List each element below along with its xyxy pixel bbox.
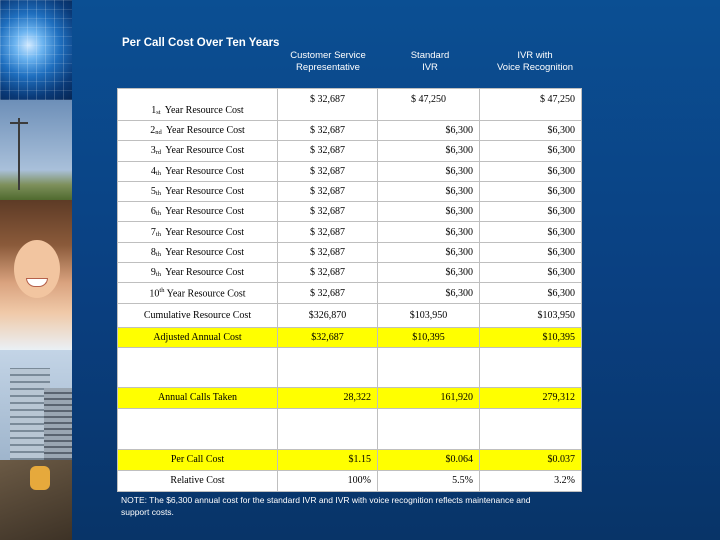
year-label: 2nd Year Resource Cost bbox=[118, 121, 278, 141]
cost-cell-ivr_voice: $6,300 bbox=[480, 242, 582, 262]
cost-cell-csr: $ 32,687 bbox=[278, 181, 378, 201]
calls-row: Annual Calls Taken 28,322 161,920 279,312 bbox=[118, 387, 582, 408]
column-header-ivr: Standard IVR bbox=[410, 50, 450, 73]
cost-cell-ivr: $6,300 bbox=[378, 121, 480, 141]
cost-cell-ivr: $6,300 bbox=[378, 181, 480, 201]
cost-cell-ivr: $6,300 bbox=[378, 222, 480, 242]
cost-cell-csr: $ 32,687 bbox=[278, 242, 378, 262]
year-label: 6th Year Resource Cost bbox=[118, 202, 278, 222]
cost-cell-csr: $ 32,687 bbox=[278, 222, 378, 242]
globe-image bbox=[0, 0, 72, 100]
cost-cell-csr: $ 32,687 bbox=[278, 283, 378, 303]
cost-cell-csr: $ 32,687 bbox=[278, 161, 378, 181]
cost-cell-ivr_voice: $6,300 bbox=[480, 263, 582, 283]
spacer-row bbox=[118, 408, 582, 449]
year-label: 3rd Year Resource Cost bbox=[118, 141, 278, 161]
year-label: 9th Year Resource Cost bbox=[118, 263, 278, 283]
adjusted-row: Adjusted Annual Cost $32,687 $10,395 $10,395 bbox=[118, 327, 582, 347]
cost-table bbox=[117, 88, 582, 492]
cost-cell-csr: $ 32,687 bbox=[278, 141, 378, 161]
year-row bbox=[118, 222, 582, 242]
cost-cell-ivr_voice: $6,300 bbox=[480, 202, 582, 222]
year-row bbox=[118, 242, 582, 262]
spacer-row bbox=[118, 347, 582, 387]
year-row bbox=[118, 161, 582, 181]
cost-cell-ivr: $6,300 bbox=[378, 161, 480, 181]
cost-cell-ivr_voice: $6,300 bbox=[480, 181, 582, 201]
year-label: 10th Year Resource Cost bbox=[118, 283, 278, 303]
year-row bbox=[118, 121, 582, 141]
year-row bbox=[118, 202, 582, 222]
cost-cell-csr: $ 32,687 bbox=[278, 89, 378, 121]
cost-cell-ivr_voice: $6,300 bbox=[480, 121, 582, 141]
cost-cell-ivr_voice: $6,300 bbox=[480, 222, 582, 242]
per-call-row: Per Call Cost $1.15 $0.064 $0.037 bbox=[118, 449, 582, 470]
column-header-ivr-voice: IVR with Voice Recognition bbox=[496, 50, 574, 73]
building-photo bbox=[0, 350, 72, 460]
cumulative-row: Cumulative Resource Cost $326,870 $103,950 $103,950 bbox=[118, 303, 582, 327]
call-agent-photo bbox=[0, 200, 72, 350]
relative-cost-row: Relative Cost 100% 5.5% 3.2% bbox=[118, 470, 582, 491]
year-label: 7th Year Resource Cost bbox=[118, 222, 278, 242]
telephone-pole-image bbox=[0, 100, 72, 200]
climber-photo bbox=[0, 460, 72, 540]
cost-cell-ivr: $6,300 bbox=[378, 283, 480, 303]
year-label: 1st Year Resource Cost bbox=[118, 89, 278, 121]
cost-cell-ivr_voice: $6,300 bbox=[480, 283, 582, 303]
year-label: 8th Year Resource Cost bbox=[118, 242, 278, 262]
column-header-csr: Customer Service Representative bbox=[290, 50, 366, 73]
cost-cell-ivr: $6,300 bbox=[378, 263, 480, 283]
footnote: NOTE: The $6,300 annual cost for the standard IVR and IVR with voice recognition reflects maintenance and support costs. bbox=[121, 495, 531, 517]
slide-title: Per Call Cost Over Ten Years bbox=[122, 37, 280, 49]
year-row bbox=[118, 263, 582, 283]
year-row bbox=[118, 283, 582, 303]
cost-cell-csr: $ 32,687 bbox=[278, 121, 378, 141]
photo-strip bbox=[0, 0, 72, 540]
year-row bbox=[118, 141, 582, 161]
cost-cell-ivr_voice: $ 47,250 bbox=[480, 89, 582, 121]
cost-cell-csr: $ 32,687 bbox=[278, 263, 378, 283]
cost-cell-ivr: $ 47,250 bbox=[378, 89, 480, 121]
year-label: 4th Year Resource Cost bbox=[118, 161, 278, 181]
cost-cell-ivr: $6,300 bbox=[378, 202, 480, 222]
cost-cell-ivr: $6,300 bbox=[378, 242, 480, 262]
year-row bbox=[118, 181, 582, 201]
cost-cell-csr: $ 32,687 bbox=[278, 202, 378, 222]
cost-cell-ivr_voice: $6,300 bbox=[480, 161, 582, 181]
cost-cell-ivr: $6,300 bbox=[378, 141, 480, 161]
year-row bbox=[118, 89, 582, 121]
year-label: 5th Year Resource Cost bbox=[118, 181, 278, 201]
cost-cell-ivr_voice: $6,300 bbox=[480, 141, 582, 161]
